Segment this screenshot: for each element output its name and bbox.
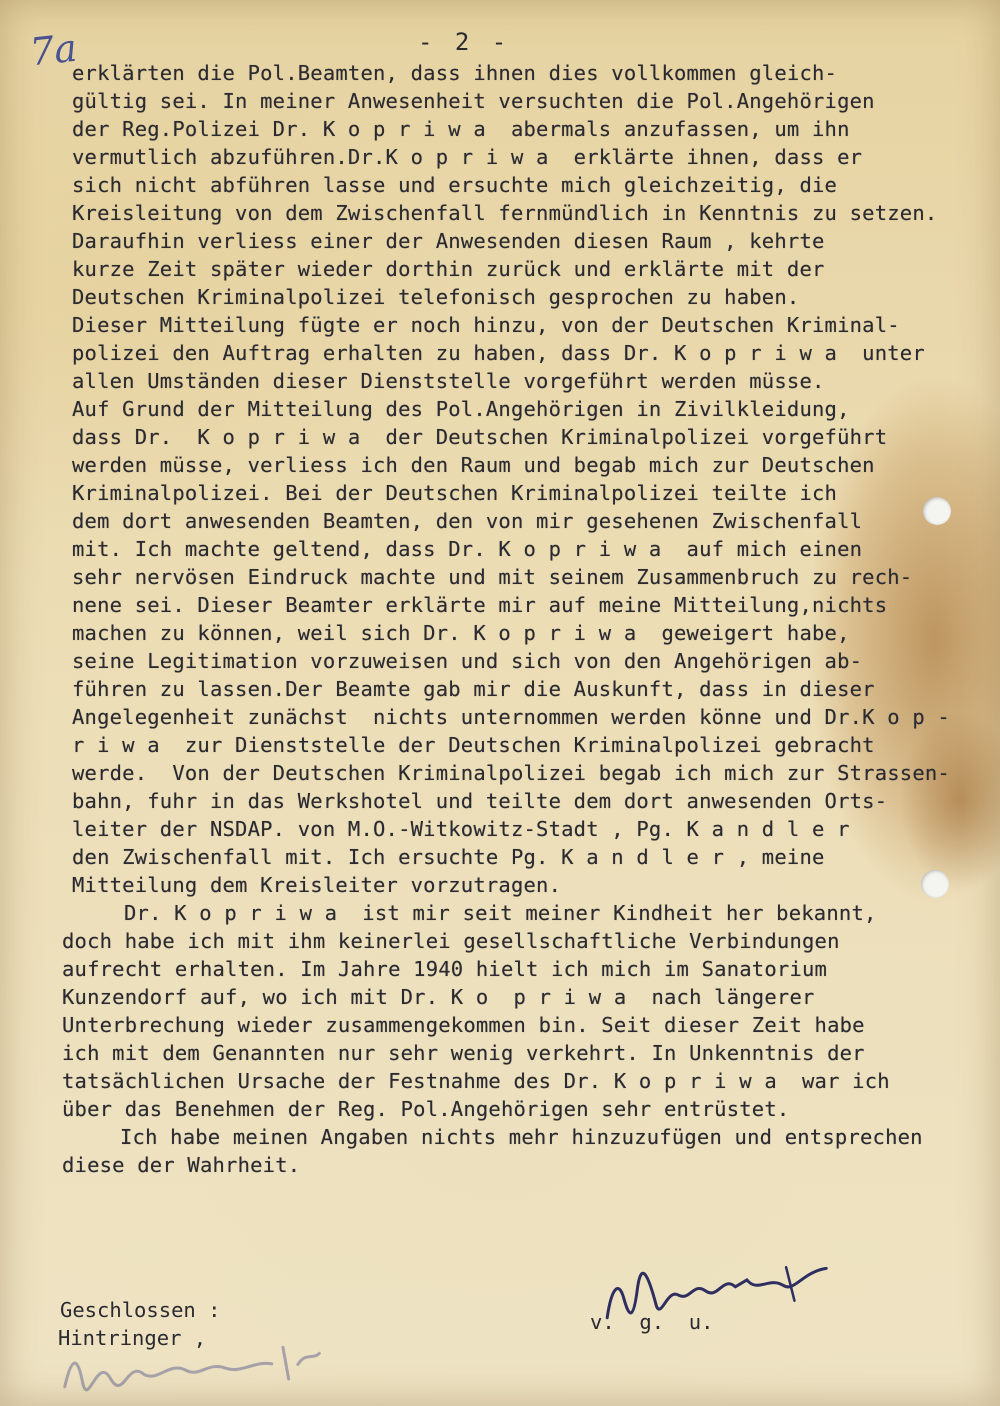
handwritten-page-note: 7a (27, 25, 80, 75)
text-line: Deutschen Kriminalpolizei telefonisch gesprochen zu haben. (72, 285, 800, 309)
text-line: Auf Grund der Mitteilung des Pol.Angehörigen in Zivilkleidung, (72, 397, 850, 421)
punch-hole (923, 497, 951, 525)
text-line: gültig sei. In meiner Anwesenheit versuchten die Pol.Angehörigen (72, 89, 875, 113)
text-line: Kreisleitung von dem Zwischenfall fernmündlich in Kenntnis zu setzen. (72, 201, 938, 225)
punch-hole (921, 870, 949, 898)
text-line: über das Benehmen der Reg. Pol.Angehörigen sehr entrüstet. (62, 1097, 790, 1121)
text-line: leiter der NSDAP. von M.O.-Witkowitz-Stadt , Pg. K a n d l e r (72, 817, 850, 841)
text-line: tatsächlichen Ursache der Festnahme des Dr. K o p r i w a war ich (62, 1069, 890, 1093)
text-line: nene sei. Dieser Beamter erklärte mir auf meine Mitteilung,nichts (72, 593, 888, 617)
text-line: aufrecht erhalten. Im Jahre 1940 hielt ich mich im Sanatorium (62, 957, 828, 981)
text-line: werden müsse, verliess ich den Raum und begab mich zur Deutschen (72, 453, 875, 477)
text-line: ich mit dem Genannten nur sehr wenig verkehrt. In Unkenntnis der (62, 1041, 865, 1065)
faded-signature (57, 1333, 330, 1406)
text-line: r i w a zur Dienststelle der Deutschen Kriminalpolizei gebracht (72, 733, 875, 757)
text-line: allen Umständen dieser Dienststelle vorgeführt werden müsse. (72, 369, 825, 393)
text-line: den Zwischenfall mit. Ich ersuchte Pg. K a n d l e r , meine (72, 845, 825, 869)
text-line: Dr. K o p r i w a ist mir seit meiner Kindheit her bekannt, (124, 901, 877, 925)
text-line: seine Legitimation vorzuweisen und sich von den Angehörigen ab- (72, 649, 863, 673)
text-line: diese der Wahrheit. (62, 1153, 301, 1177)
text-line: Mitteilung dem Kreisleiter vorzutragen. (72, 873, 562, 897)
text-line: kurze Zeit später wieder dorthin zurück und erklärte mit der (72, 257, 825, 281)
text-line: sehr nervösen Eindruck machte und mit seinem Zusammenbruch zu rech- (72, 565, 913, 589)
text-line: erklärten die Pol.Beamten, dass ihnen dies vollkommen gleich- (72, 61, 838, 85)
text-line: polizei den Auftrag erhalten zu haben, dass Dr. K o p r i w a unter (72, 341, 925, 365)
closed-label: Geschlossen : (60, 1298, 221, 1322)
text-line: Unterbrechung wieder zusammengekommen bin. Seit dieser Zeit habe (62, 1013, 865, 1037)
text-line: doch habe ich mit ihm keinerlei gesellschaftliche Verbindungen (62, 929, 840, 953)
text-line: Kriminalpolizei. Bei der Deutschen Kriminalpolizei teilte ich (72, 481, 838, 505)
text-line: machen zu können, weil sich Dr. K o p r i w a geweigert habe, (72, 621, 850, 645)
read-approved-signed: v. g. u. (590, 1310, 714, 1334)
text-line: Ich habe meinen Angaben nichts mehr hinzuzufügen und entsprechen (120, 1125, 923, 1149)
text-line: vermutlich abzuführen.Dr.K o p r i w a erklärte ihnen, dass er (72, 145, 863, 169)
text-line: Kunzendorf auf, wo ich mit Dr. K o p r i w a nach längerer (62, 985, 815, 1009)
text-line: werde. Von der Deutschen Kriminalpolizei begab ich mich zur Strassen- (72, 761, 950, 785)
text-line: Angelegenheit zunächst nichts unternommen werden könne und Dr.K o p - (72, 705, 950, 729)
page-number: - 2 - (418, 28, 511, 56)
text-line: bahn, fuhr in das Werkshotel und teilte dem dort anwesenden Orts- (72, 789, 888, 813)
text-line: Daraufhin verliess einer der Anwesenden diesen Raum , kehrte (72, 229, 825, 253)
closed-name: Hintringer , (58, 1326, 207, 1350)
text-line: führen zu lassen.Der Beamte gab mir die Auskunft, dass in dieser (72, 677, 875, 701)
text-line: sich nicht abführen lasse und ersuchte mich gleichzeitig, die (72, 173, 838, 197)
text-line: Dieser Mitteilung fügte er noch hinzu, von der Deutschen Kriminal- (72, 313, 900, 337)
text-line: der Reg.Polizei Dr. K o p r i w a abermals anzufassen, um ihn (72, 117, 850, 141)
text-line: mit. Ich machte geltend, dass Dr. K o p r i w a auf mich einen (72, 537, 863, 561)
text-line: dem dort anwesenden Beamten, den von mir gesehenen Zwischenfall (72, 509, 863, 533)
text-line: dass Dr. K o p r i w a der Deutschen Kriminalpolizei vorgeführt (72, 425, 888, 449)
